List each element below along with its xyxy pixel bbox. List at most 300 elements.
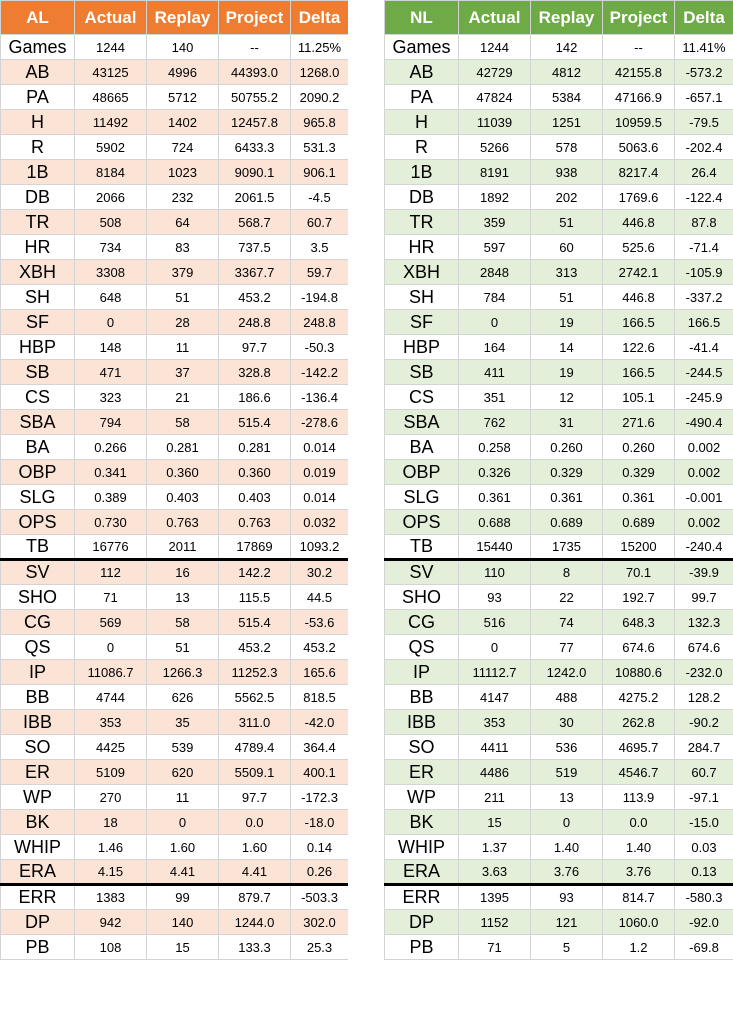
al-cell-actual: 508 <box>75 210 147 235</box>
nl-cell-stat: HR <box>385 235 459 260</box>
al-cell-project: 311.0 <box>219 710 291 735</box>
al-cell-actual: 1244 <box>75 35 147 60</box>
al-cell-delta: 965.8 <box>291 110 349 135</box>
nl-cell-replay: 5384 <box>531 85 603 110</box>
nl-stat-row <box>385 585 733 610</box>
al-stat-row <box>1 285 349 310</box>
nl-cell-stat: SO <box>385 735 459 760</box>
nl-cell-project: 4546.7 <box>603 760 675 785</box>
al-cell-delta: -53.6 <box>291 610 349 635</box>
al-cell-stat: WP <box>1 785 75 810</box>
nl-cell-actual: 15440 <box>459 535 531 560</box>
nl-cell-project: 4695.7 <box>603 735 675 760</box>
nl-cell-actual: 353 <box>459 710 531 735</box>
al-cell-project: -- <box>219 35 291 60</box>
al-cell-delta: -172.3 <box>291 785 349 810</box>
al-cell-delta: -18.0 <box>291 810 349 835</box>
al-cell-actual: 2066 <box>75 185 147 210</box>
nl-cell-delta: 87.8 <box>675 210 733 235</box>
al-cell-replay: 2011 <box>147 535 219 560</box>
nl-cell-delta: -240.4 <box>675 535 733 560</box>
nl-cell-stat: SF <box>385 310 459 335</box>
nl-cell-project: 122.6 <box>603 335 675 360</box>
al-stat-row <box>1 160 349 185</box>
al-stat-row <box>1 585 349 610</box>
nl-cell-actual: 4147 <box>459 685 531 710</box>
al-cell-stat: SB <box>1 360 75 385</box>
al-cell-stat: OBP <box>1 460 75 485</box>
nl-cell-delta: -0.001 <box>675 485 733 510</box>
nl-cell-actual: 0.688 <box>459 510 531 535</box>
nl-stat-row <box>385 260 733 285</box>
nl-cell-replay: 93 <box>531 885 603 910</box>
nl-cell-replay: 536 <box>531 735 603 760</box>
al-cell-project: 1.60 <box>219 835 291 860</box>
al-stat-row <box>1 185 349 210</box>
al-stat-row <box>1 810 349 835</box>
nl-cell-project: 0.689 <box>603 510 675 535</box>
al-stat-row <box>1 85 349 110</box>
nl-cell-actual: 4486 <box>459 760 531 785</box>
nl-stat-row <box>385 835 733 860</box>
nl-cell-replay: 5 <box>531 935 603 960</box>
nl-cell-actual: 4411 <box>459 735 531 760</box>
nl-cell-actual: 3.63 <box>459 860 531 885</box>
nl-stat-row <box>385 160 733 185</box>
nl-cell-delta: -244.5 <box>675 360 733 385</box>
nl-cell-project: 2742.1 <box>603 260 675 285</box>
al-cell-actual: 112 <box>75 560 147 585</box>
al-cell-project: 328.8 <box>219 360 291 385</box>
nl-cell-delta: 128.2 <box>675 685 733 710</box>
nl-cell-stat: HBP <box>385 335 459 360</box>
al-cell-delta: 11.25% <box>291 35 349 60</box>
nl-cell-actual: 5266 <box>459 135 531 160</box>
al-cell-replay: 28 <box>147 310 219 335</box>
al-cell-stat: DB <box>1 185 75 210</box>
nl-cell-actual: 0.258 <box>459 435 531 460</box>
nl-cell-actual: 11112.7 <box>459 660 531 685</box>
al-cell-delta: 0.014 <box>291 485 349 510</box>
nl-stat-row <box>385 810 733 835</box>
al-cell-delta: 302.0 <box>291 910 349 935</box>
nl-cell-stat: R <box>385 135 459 160</box>
nl-stat-row <box>385 360 733 385</box>
al-cell-replay: 4.41 <box>147 860 219 885</box>
nl-cell-delta: 132.3 <box>675 610 733 635</box>
nl-cell-replay: 4812 <box>531 60 603 85</box>
nl-stat-row <box>385 735 733 760</box>
nl-cell-stat: SH <box>385 285 459 310</box>
al-cell-replay: 5712 <box>147 85 219 110</box>
nl-cell-project: 42155.8 <box>603 60 675 85</box>
al-stat-row <box>1 135 349 160</box>
al-cell-stat: H <box>1 110 75 135</box>
al-stat-row <box>1 885 349 910</box>
nl-cell-actual: 15 <box>459 810 531 835</box>
al-stat-row <box>1 610 349 635</box>
nl-cell-actual: 110 <box>459 560 531 585</box>
nl-cell-delta: 0.002 <box>675 460 733 485</box>
nl-cell-project: 0.329 <box>603 460 675 485</box>
nl-stat-row <box>385 535 733 560</box>
al-cell-actual: 1383 <box>75 885 147 910</box>
al-cell-replay: 1023 <box>147 160 219 185</box>
al-cell-replay: 1402 <box>147 110 219 135</box>
al-cell-delta: 30.2 <box>291 560 349 585</box>
al-cell-delta: 59.7 <box>291 260 349 285</box>
nl-cell-project: 0.260 <box>603 435 675 460</box>
nl-cell-replay: 51 <box>531 285 603 310</box>
al-cell-stat: IBB <box>1 710 75 735</box>
nl-cell-actual: 762 <box>459 410 531 435</box>
nl-cell-actual: 516 <box>459 610 531 635</box>
nl-cell-replay: 31 <box>531 410 603 435</box>
nl-cell-actual: 47824 <box>459 85 531 110</box>
nl-cell-project: 105.1 <box>603 385 675 410</box>
al-cell-project: 1244.0 <box>219 910 291 935</box>
nl-cell-stat: SV <box>385 560 459 585</box>
nl-cell-stat: BK <box>385 810 459 835</box>
nl-cell-delta: 674.6 <box>675 635 733 660</box>
nl-cell-replay: 0 <box>531 810 603 835</box>
nl-cell-delta: -105.9 <box>675 260 733 285</box>
al-cell-stat: CS <box>1 385 75 410</box>
al-cell-project: 11252.3 <box>219 660 291 685</box>
nl-cell-replay: 74 <box>531 610 603 635</box>
nl-stat-row <box>385 210 733 235</box>
nl-cell-project: 3.76 <box>603 860 675 885</box>
nl-cell-actual: 1152 <box>459 910 531 935</box>
nl-cell-stat: SLG <box>385 485 459 510</box>
nl-cell-project: 10880.6 <box>603 660 675 685</box>
al-cell-replay: 140 <box>147 910 219 935</box>
al-stat-row <box>1 210 349 235</box>
al-cell-delta: 0.014 <box>291 435 349 460</box>
al-cell-replay: 1266.3 <box>147 660 219 685</box>
nl-stat-row <box>385 185 733 210</box>
nl-cell-delta: -245.9 <box>675 385 733 410</box>
al-cell-stat: SBA <box>1 410 75 435</box>
al-cell-replay: 0.403 <box>147 485 219 510</box>
al-cell-actual: 734 <box>75 235 147 260</box>
nl-cell-delta: -490.4 <box>675 410 733 435</box>
al-cell-actual: 0.389 <box>75 485 147 510</box>
nl-stat-row <box>385 385 733 410</box>
nl-header-actual: Actual <box>459 1 531 35</box>
al-cell-project: 515.4 <box>219 410 291 435</box>
al-header-replay: Replay <box>147 1 219 35</box>
al-cell-delta: -142.2 <box>291 360 349 385</box>
al-cell-stat: AB <box>1 60 75 85</box>
nl-cell-stat: ERR <box>385 885 459 910</box>
nl-stat-row <box>385 285 733 310</box>
nl-cell-actual: 11039 <box>459 110 531 135</box>
al-cell-project: 97.7 <box>219 785 291 810</box>
al-stat-row <box>1 310 349 335</box>
al-cell-stat: WHIP <box>1 835 75 860</box>
nl-cell-stat: 1B <box>385 160 459 185</box>
nl-cell-actual: 359 <box>459 210 531 235</box>
nl-cell-stat: TR <box>385 210 459 235</box>
al-stat-row <box>1 335 349 360</box>
nl-cell-actual: 2848 <box>459 260 531 285</box>
al-cell-actual: 5902 <box>75 135 147 160</box>
al-cell-delta: 2090.2 <box>291 85 349 110</box>
al-cell-stat: TR <box>1 210 75 235</box>
nl-cell-stat: CG <box>385 610 459 635</box>
nl-cell-replay: 0.689 <box>531 510 603 535</box>
al-cell-actual: 71 <box>75 585 147 610</box>
al-cell-project: 133.3 <box>219 935 291 960</box>
al-stat-row <box>1 460 349 485</box>
al-cell-replay: 140 <box>147 35 219 60</box>
al-cell-actual: 148 <box>75 335 147 360</box>
al-cell-delta: 0.26 <box>291 860 349 885</box>
nl-cell-project: 1.40 <box>603 835 675 860</box>
nl-stat-row <box>385 60 733 85</box>
nl-cell-replay: 12 <box>531 385 603 410</box>
al-cell-actual: 270 <box>75 785 147 810</box>
nl-cell-replay: 1251 <box>531 110 603 135</box>
nl-cell-delta: 0.002 <box>675 435 733 460</box>
nl-cell-delta: -337.2 <box>675 285 733 310</box>
nl-cell-project: 8217.4 <box>603 160 675 185</box>
al-cell-replay: 37 <box>147 360 219 385</box>
al-stat-row <box>1 935 349 960</box>
al-cell-replay: 11 <box>147 785 219 810</box>
al-cell-delta: 531.3 <box>291 135 349 160</box>
nl-cell-stat: BB <box>385 685 459 710</box>
nl-cell-project: 4275.2 <box>603 685 675 710</box>
nl-stat-row <box>385 910 733 935</box>
nl-stat-row <box>385 335 733 360</box>
al-cell-project: 186.6 <box>219 385 291 410</box>
al-cell-project: 453.2 <box>219 285 291 310</box>
al-cell-delta: 248.8 <box>291 310 349 335</box>
nl-cell-replay: 1242.0 <box>531 660 603 685</box>
al-cell-project: 248.8 <box>219 310 291 335</box>
nl-cell-stat: IP <box>385 660 459 685</box>
al-cell-stat: HBP <box>1 335 75 360</box>
al-cell-replay: 13 <box>147 585 219 610</box>
nl-cell-delta: 0.002 <box>675 510 733 535</box>
nl-cell-replay: 1.40 <box>531 835 603 860</box>
nl-cell-stat: SB <box>385 360 459 385</box>
nl-cell-actual: 0 <box>459 310 531 335</box>
al-cell-project: 0.360 <box>219 460 291 485</box>
al-cell-stat: R <box>1 135 75 160</box>
al-cell-replay: 51 <box>147 635 219 660</box>
al-cell-actual: 18 <box>75 810 147 835</box>
al-cell-replay: 626 <box>147 685 219 710</box>
nl-cell-stat: DP <box>385 910 459 935</box>
al-cell-delta: -50.3 <box>291 335 349 360</box>
nl-cell-delta: -202.4 <box>675 135 733 160</box>
al-stat-row <box>1 860 349 885</box>
al-cell-project: 5562.5 <box>219 685 291 710</box>
al-cell-delta: 400.1 <box>291 760 349 785</box>
nl-cell-stat: SHO <box>385 585 459 610</box>
al-cell-actual: 0.266 <box>75 435 147 460</box>
al-cell-replay: 232 <box>147 185 219 210</box>
al-cell-stat: SH <box>1 285 75 310</box>
al-stat-row <box>1 910 349 935</box>
nl-cell-replay: 51 <box>531 210 603 235</box>
nl-cell-actual: 71 <box>459 935 531 960</box>
nl-cell-actual: 1892 <box>459 185 531 210</box>
nl-cell-actual: 0.326 <box>459 460 531 485</box>
nl-cell-delta: -580.3 <box>675 885 733 910</box>
al-cell-delta: 165.6 <box>291 660 349 685</box>
nl-cell-replay: 22 <box>531 585 603 610</box>
al-cell-actual: 43125 <box>75 60 147 85</box>
nl-cell-delta: -122.4 <box>675 185 733 210</box>
al-cell-actual: 794 <box>75 410 147 435</box>
nl-stat-row <box>385 860 733 885</box>
al-cell-stat: DP <box>1 910 75 935</box>
nl-cell-stat: PA <box>385 85 459 110</box>
nl-cell-delta: -69.8 <box>675 935 733 960</box>
nl-cell-project: 10959.5 <box>603 110 675 135</box>
nl-cell-delta: -39.9 <box>675 560 733 585</box>
al-stat-row <box>1 635 349 660</box>
nl-cell-delta: -79.5 <box>675 110 733 135</box>
nl-cell-stat: IBB <box>385 710 459 735</box>
nl-cell-replay: 313 <box>531 260 603 285</box>
al-cell-project: 0.0 <box>219 810 291 835</box>
al-cell-project: 0.403 <box>219 485 291 510</box>
al-cell-actual: 648 <box>75 285 147 310</box>
al-stat-row <box>1 410 349 435</box>
al-cell-replay: 58 <box>147 610 219 635</box>
nl-cell-replay: 19 <box>531 310 603 335</box>
nl-cell-stat: ERA <box>385 860 459 885</box>
al-cell-stat: SLG <box>1 485 75 510</box>
nl-cell-project: 15200 <box>603 535 675 560</box>
nl-cell-replay: 13 <box>531 785 603 810</box>
al-cell-replay: 16 <box>147 560 219 585</box>
al-stat-row <box>1 35 349 60</box>
al-cell-delta: 0.032 <box>291 510 349 535</box>
al-cell-actual: 48665 <box>75 85 147 110</box>
nl-cell-delta: 26.4 <box>675 160 733 185</box>
nl-cell-replay: 0.361 <box>531 485 603 510</box>
al-cell-delta: 364.4 <box>291 735 349 760</box>
nl-cell-project: 0.0 <box>603 810 675 835</box>
nl-cell-stat: QS <box>385 635 459 660</box>
al-cell-stat: BK <box>1 810 75 835</box>
nl-cell-stat: ER <box>385 760 459 785</box>
al-cell-delta: 0.14 <box>291 835 349 860</box>
al-cell-project: 0.281 <box>219 435 291 460</box>
nl-cell-stat: Games <box>385 35 459 60</box>
nl-header-league: NL <box>385 1 459 35</box>
nl-stat-row <box>385 135 733 160</box>
al-cell-replay: 0.360 <box>147 460 219 485</box>
nl-cell-project: 5063.6 <box>603 135 675 160</box>
al-stats-body <box>1 35 349 960</box>
nl-cell-actual: 784 <box>459 285 531 310</box>
nl-header-delta: Delta <box>675 1 733 35</box>
nl-cell-stat: DB <box>385 185 459 210</box>
al-cell-delta: 818.5 <box>291 685 349 710</box>
al-cell-delta: 0.019 <box>291 460 349 485</box>
al-cell-actual: 108 <box>75 935 147 960</box>
al-stats-table <box>0 0 349 960</box>
nl-cell-stat: WHIP <box>385 835 459 860</box>
al-cell-stat: CG <box>1 610 75 635</box>
al-stat-row <box>1 535 349 560</box>
nl-cell-actual: 0.361 <box>459 485 531 510</box>
al-header-delta: Delta <box>291 1 349 35</box>
al-cell-actual: 5109 <box>75 760 147 785</box>
nl-cell-project: 262.8 <box>603 710 675 735</box>
nl-cell-replay: 60 <box>531 235 603 260</box>
nl-cell-replay: 0.260 <box>531 435 603 460</box>
al-cell-stat: PB <box>1 935 75 960</box>
nl-cell-replay: 8 <box>531 560 603 585</box>
al-stat-row <box>1 435 349 460</box>
al-stat-row <box>1 735 349 760</box>
al-stat-row <box>1 235 349 260</box>
al-cell-project: 5509.1 <box>219 760 291 785</box>
nl-cell-actual: 1395 <box>459 885 531 910</box>
al-cell-stat: QS <box>1 635 75 660</box>
nl-stat-row <box>385 85 733 110</box>
nl-cell-project: 0.361 <box>603 485 675 510</box>
nl-cell-project: 674.6 <box>603 635 675 660</box>
al-cell-stat: Games <box>1 35 75 60</box>
nl-cell-project: 446.8 <box>603 285 675 310</box>
nl-header-project: Project <box>603 1 675 35</box>
nl-cell-delta: 166.5 <box>675 310 733 335</box>
al-cell-replay: 724 <box>147 135 219 160</box>
al-header-league: AL <box>1 1 75 35</box>
nl-cell-replay: 30 <box>531 710 603 735</box>
al-cell-actual: 323 <box>75 385 147 410</box>
al-cell-actual: 0.730 <box>75 510 147 535</box>
nl-cell-delta: 99.7 <box>675 585 733 610</box>
al-cell-delta: -194.8 <box>291 285 349 310</box>
nl-cell-delta: -41.4 <box>675 335 733 360</box>
al-cell-project: 50755.2 <box>219 85 291 110</box>
nl-cell-actual: 1244 <box>459 35 531 60</box>
nl-stat-row <box>385 760 733 785</box>
al-cell-stat: ER <box>1 760 75 785</box>
nl-cell-replay: 578 <box>531 135 603 160</box>
al-cell-actual: 3308 <box>75 260 147 285</box>
al-cell-replay: 99 <box>147 885 219 910</box>
nl-cell-delta: 284.7 <box>675 735 733 760</box>
al-stat-row <box>1 260 349 285</box>
al-cell-stat: ERR <box>1 885 75 910</box>
nl-header-replay: Replay <box>531 1 603 35</box>
nl-cell-replay: 202 <box>531 185 603 210</box>
nl-cell-delta: 0.03 <box>675 835 733 860</box>
nl-header-row <box>385 1 733 35</box>
al-cell-project: 879.7 <box>219 885 291 910</box>
nl-stat-row <box>385 935 733 960</box>
nl-stat-row <box>385 610 733 635</box>
al-cell-actual: 0 <box>75 635 147 660</box>
nl-cell-actual: 411 <box>459 360 531 385</box>
al-cell-stat: SO <box>1 735 75 760</box>
nl-stat-row <box>385 885 733 910</box>
nl-cell-project: 446.8 <box>603 210 675 235</box>
al-cell-actual: 942 <box>75 910 147 935</box>
al-cell-stat: SHO <box>1 585 75 610</box>
